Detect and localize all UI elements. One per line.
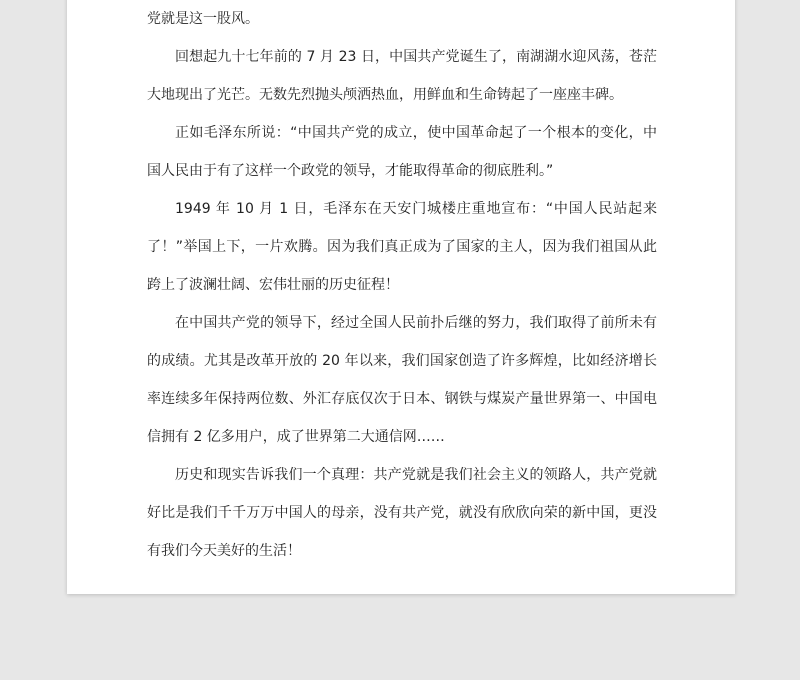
paragraph-4: 1949 年 10 月 1 日，毛泽东在天安门城楼庄重地宣布：“中国人民站起来了！”举国上下，一片欢腾。因为我们真正成为了国家的主人，因为我们祖国从此跨上了波澜壮阔、宏伟壮丽的历史征程！: [147, 201, 657, 293]
paragraph-5: 在中国共产党的领导下，经过全国人民前扑后继的努力，我们取得了前所未有的成绩。尤其是改革开放的 20 年以来，我们国家创造了许多辉煌，比如经济增长率连续多年保持两位数、外汇存底仅次于日本、钢铁与煤炭产量世界第一、中国电信拥有 2 亿多用户，成了世界第二大通信网……: [147, 315, 657, 445]
paragraph-2: 回想起九十七年前的 7 月 23 日，中国共产党诞生了，南湖湖水迎风荡，苍茫大地现出了光芒。无数先烈抛头颅洒热血，用鲜血和生命铸起了一座座丰碑。: [147, 49, 657, 103]
paragraph-3: 正如毛泽东所说：“中国共产党的成立，使中国革命起了一个根本的变化，中国人民由于有了这样一个政党的领导，才能取得革命的彻底胜利。”: [147, 125, 657, 179]
document-body: [147, 0, 657, 570]
paragraph-6: 历史和现实告诉我们一个真理：共产党就是我们社会主义的领路人，共产党就好比是我们千千万万中国人的母亲，没有共产党，就没有欣欣向荣的新中国，更没有我们今天美好的生活！: [147, 467, 657, 559]
document-page: [67, 0, 735, 594]
paragraph-1: 党就是这一股风。: [147, 11, 259, 27]
